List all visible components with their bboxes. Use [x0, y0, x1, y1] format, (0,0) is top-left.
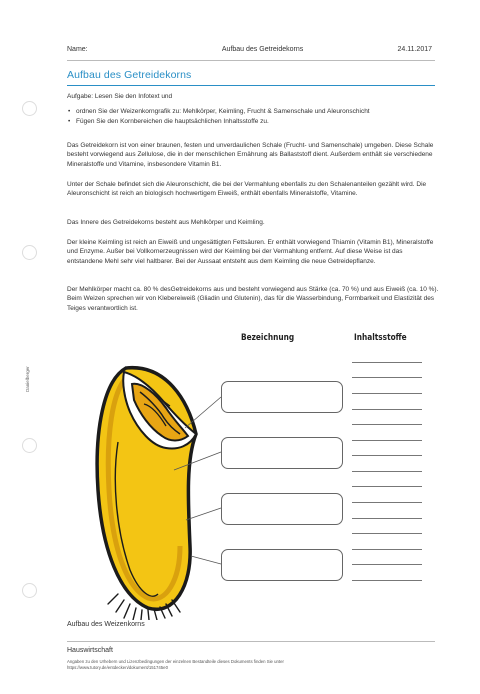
name-label: Name:	[67, 46, 88, 53]
header-topic: Aufbau des Getreidekorns	[221, 46, 304, 53]
task-intro: Aufgabe: Lesen Sie den Infotext und	[67, 93, 173, 100]
paragraph-aleuron: Unter der Schale befindet sich die Aleuronschicht, die bei der Vermahlung ebenfalls zu den Schalenanteilen gezählt wird. Die Aleuronschicht ist reich an biologisch hochwertigem Eiweiß, enthält ebenfalls Mineralstoffe, Vitamine.	[67, 181, 427, 198]
footer-legal-link[interactable]: https://www.tutory.de/entdecken/dokument/151745e0	[67, 665, 168, 671]
page-title: Aufbau des Getreidekorns	[67, 69, 192, 81]
paragraph-inner: Das Innere des Getreidekorns besteht aus Mehlkörper und Keimling.	[67, 219, 265, 226]
answer-line[interactable]	[352, 377, 422, 378]
column-heading-bezeichnung: Bezeichnung	[241, 333, 295, 343]
answer-box-4[interactable]	[221, 549, 343, 581]
answer-box-1[interactable]	[221, 381, 343, 413]
footer-subject: Hauswirtschaft	[67, 647, 113, 654]
answer-line[interactable]	[352, 580, 422, 581]
answer-line[interactable]	[352, 455, 422, 456]
footer-legal	[67, 659, 397, 671]
paragraph-germ: Der kleine Keimling ist reich an Eiweiß und ungesättigten Fettsäuren. Er enthält vorwiegend Thiamin (Vitamin B1), Mineralstoffe und Enzyme. Außer bei Vollkornerzeugnissen wird der Keimling bei der Vermahlung entfernt. Auf diese Weise ist das entstandene Mehl sehr viel haltbarer. Bei der Aussaat entsteht aus dem Keimling die neue Getreidepflanze.	[67, 239, 434, 265]
answer-line[interactable]	[352, 518, 422, 519]
answer-line[interactable]	[352, 533, 422, 534]
task-item: • Fügen Sie den Kornbereichen die hauptsächlichen Inhaltsstoffe zu.	[67, 117, 439, 126]
answer-line[interactable]	[352, 424, 422, 425]
task-item: • ordnen Sie der Weizenkorngrafik zu: Mehlkörper, Keimling, Frucht & Samenschale und Aleuronschicht	[67, 107, 439, 116]
answer-line[interactable]	[352, 502, 422, 503]
answer-line[interactable]	[352, 362, 422, 363]
footer-divider	[67, 641, 435, 642]
answer-box-3[interactable]	[221, 493, 343, 525]
column-heading-inhaltsstoffe: Inhaltsstoffe	[354, 333, 407, 343]
answer-box-2[interactable]	[221, 437, 343, 469]
answer-line[interactable]	[352, 409, 422, 410]
answer-line[interactable]	[352, 440, 422, 441]
paragraph-shell: Das Getreidekorn ist von einer braunen, festen und unverdaulichen Schale (Frucht- und Samenschale) umgeben. Diese Schale besteht vorwiegend aus Zellulose, die in der menschlichen Ernährung als Ballaststoff dient. Außerdem enthält sie verschiedene Mineralstoffe und Vitamine, insbesondere Vitamin B1.	[67, 142, 434, 168]
side-author-credit: Danielberger	[25, 366, 30, 392]
answer-line[interactable]	[352, 471, 422, 472]
answer-line[interactable]	[352, 486, 422, 487]
footer-legal-line: Angaben zu den Urhebern und Lizenzbedingungen der einzelnen Bestandteile dieses Dokuments finden Sie unter	[67, 659, 284, 664]
figure-caption: Aufbau des Weizenkorns	[67, 621, 145, 628]
answer-line[interactable]	[352, 564, 422, 565]
paragraph-endosperm: Der Mehlkörper macht ca. 80 % desGetreidekorns aus und besteht vorwiegend aus Stärke (ca. 70 %) und aus Eiweiß (ca. 10 %). Beim Weizen sprechen wir von Klebereiweiß (Gliadin und Glutenin), das für die Wasserbindung, Formbarkeit und Elastizität des Teiges verantwortlich ist.	[67, 286, 439, 312]
header-date: 24.11.2017	[397, 46, 432, 53]
answer-line[interactable]	[352, 393, 422, 394]
answer-line[interactable]	[352, 549, 422, 550]
